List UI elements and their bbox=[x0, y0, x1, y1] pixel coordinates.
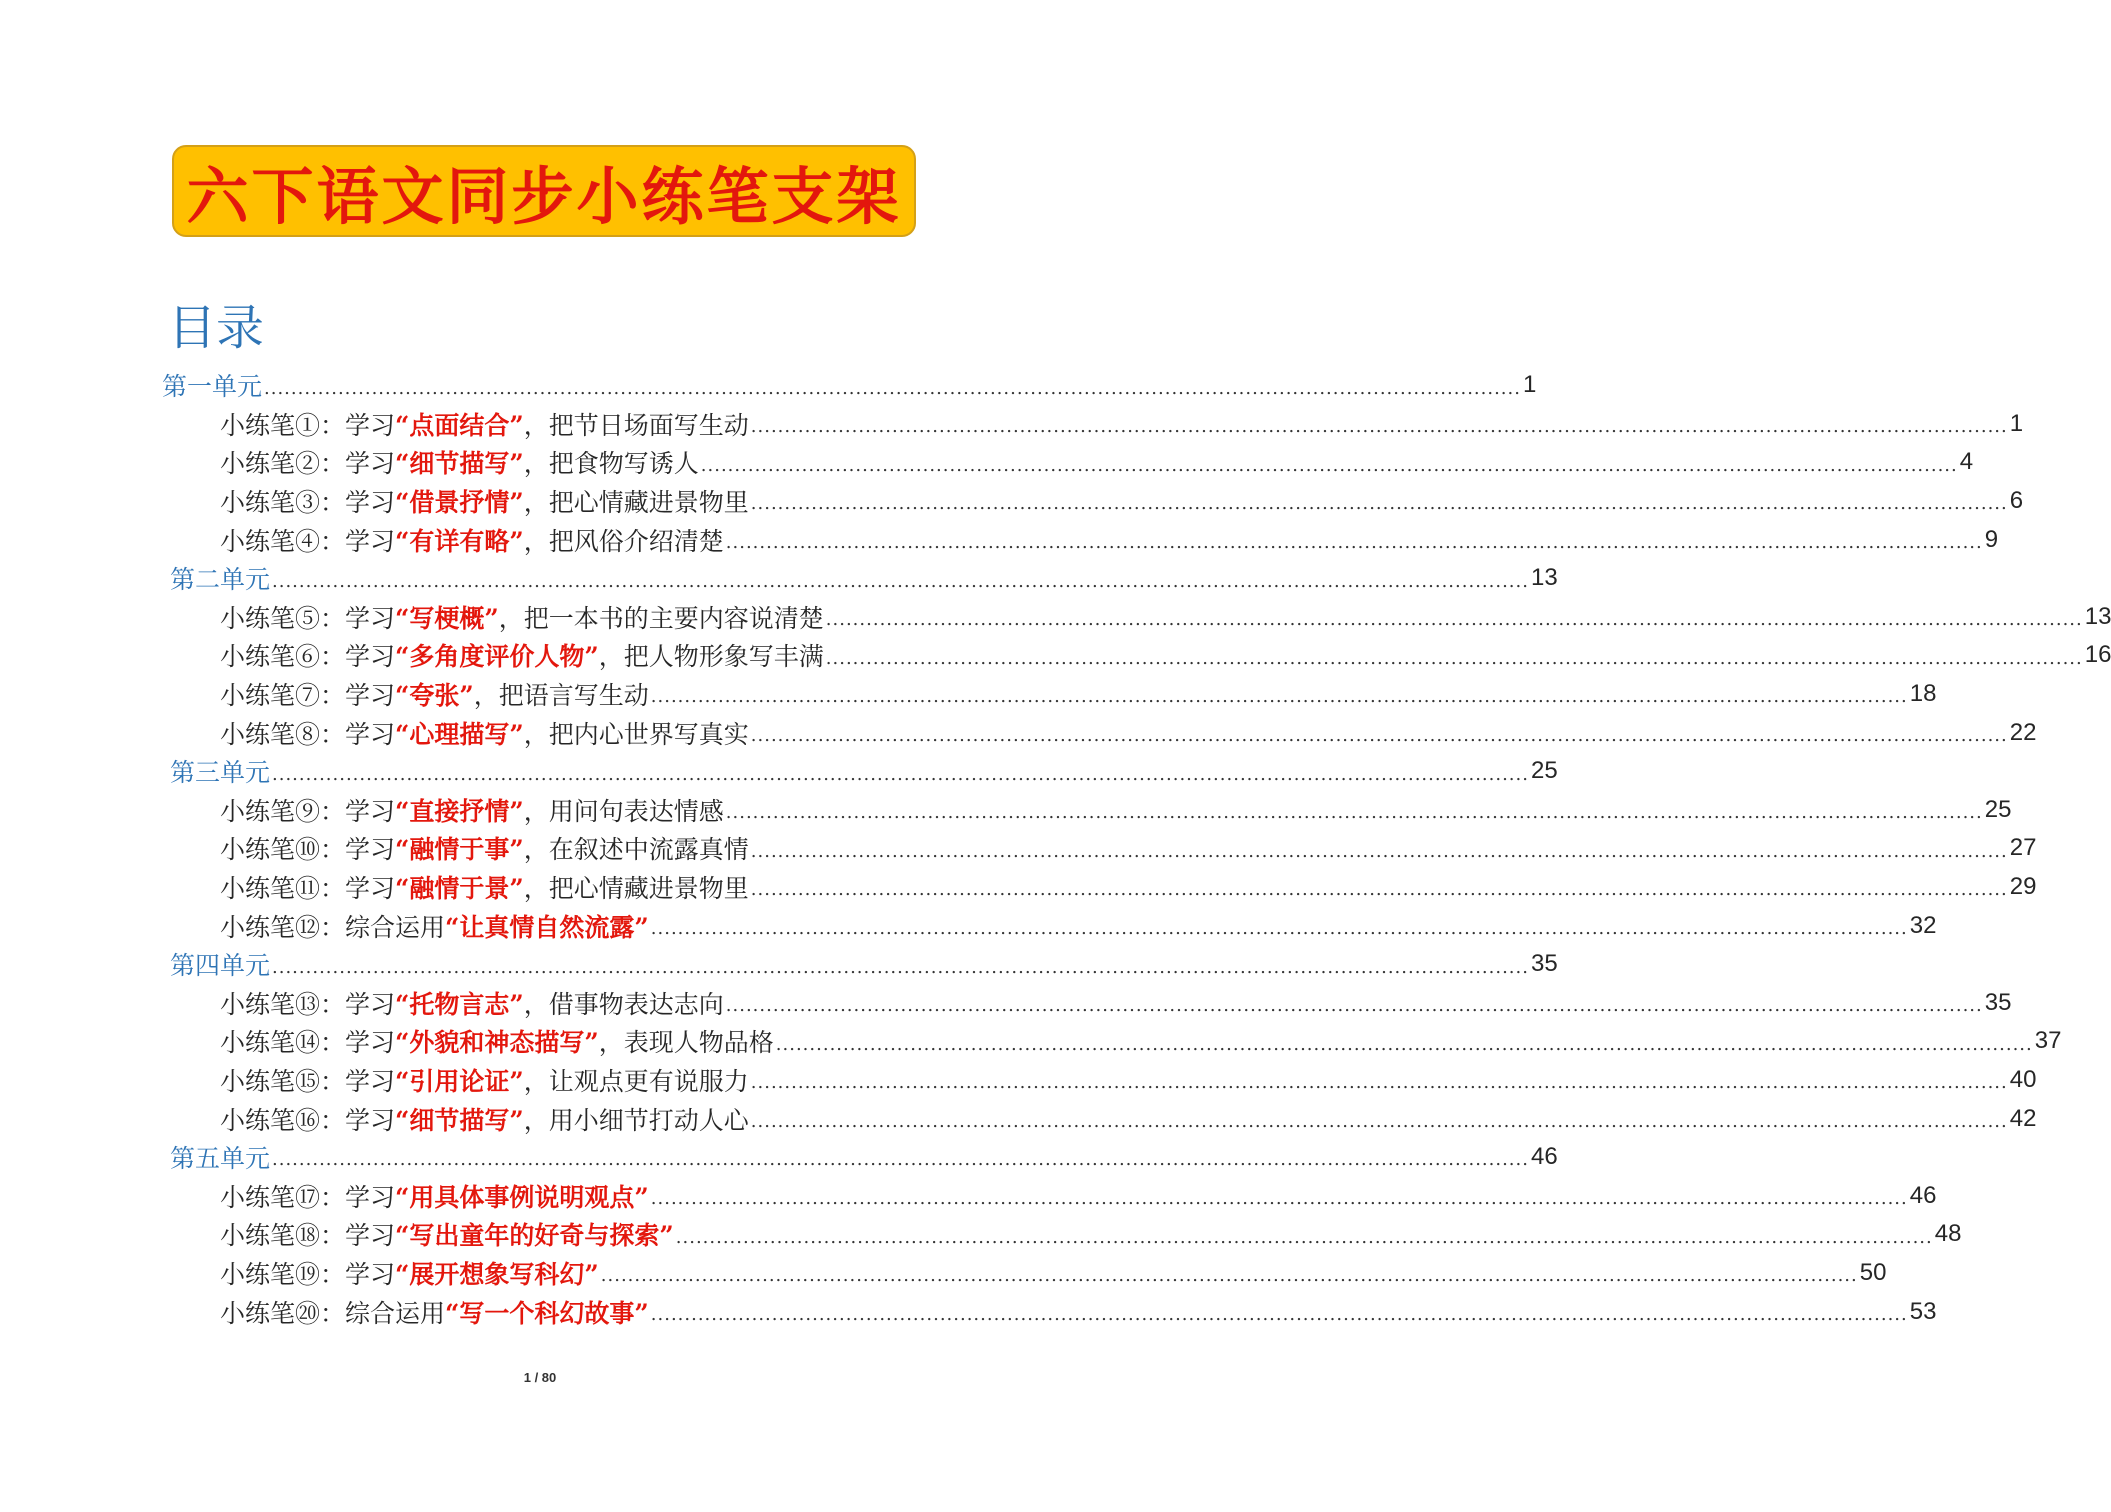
dot-leader: ........................................................................................................................................................................................... bbox=[650, 686, 1908, 708]
toc-unit-label: 第四单元 bbox=[170, 951, 271, 981]
toc-item-prefix: 小练笔④：学习 bbox=[220, 526, 396, 556]
toc-item-highlight: “点面结合” bbox=[395, 410, 524, 440]
toc-item-row[interactable] bbox=[0, 829, 2037, 868]
toc-page-number: 1 bbox=[1522, 371, 1537, 399]
toc-unit-label: 第二单元 bbox=[170, 565, 271, 595]
toc-page-number: 48 bbox=[1934, 1220, 1962, 1248]
dot-leader: ........................................................................................................................................................................................... bbox=[750, 416, 2008, 438]
toc-item-prefix: 小练笔⑲：学习 bbox=[220, 1259, 396, 1289]
toc-unit-label: 第五单元 bbox=[170, 1144, 271, 1174]
toc-item-prefix: 小练笔⑳：综合运用 bbox=[220, 1298, 446, 1328]
toc-item-suffix: ，借事物表达志向 bbox=[523, 989, 724, 1019]
toc-item-prefix: 小练笔⑮：学习 bbox=[220, 1066, 396, 1096]
toc-page-number: 50 bbox=[1859, 1258, 1887, 1286]
toc-page-number: 18 bbox=[1909, 680, 1937, 708]
toc-item-label bbox=[220, 1255, 599, 1291]
toc-item-highlight: “引用论证” bbox=[395, 1066, 524, 1096]
toc-item-prefix: 小练笔⑱：学习 bbox=[220, 1221, 396, 1251]
toc-page-number: 40 bbox=[2009, 1065, 2037, 1093]
toc-page-number: 46 bbox=[1530, 1143, 1558, 1171]
toc-item-label bbox=[220, 908, 649, 944]
toc-item-prefix: 小练笔⑩：学习 bbox=[220, 835, 396, 865]
toc-item-highlight: “多角度评价人物” bbox=[395, 642, 599, 672]
toc-item-label bbox=[220, 985, 724, 1021]
toc-page-number: 22 bbox=[2009, 718, 2037, 746]
toc-item-highlight: “写一个科幻故事” bbox=[445, 1298, 649, 1328]
toc-item-label bbox=[220, 637, 824, 673]
toc-item-highlight: “细节描写” bbox=[395, 449, 524, 479]
toc-item-highlight: “直接抒情” bbox=[395, 796, 524, 826]
title-banner bbox=[172, 145, 916, 237]
toc-page-number: 35 bbox=[1984, 988, 2012, 1016]
toc-item-label bbox=[220, 1294, 649, 1330]
toc-item-highlight: “夸张” bbox=[395, 681, 474, 711]
toc-item-highlight: “外貌和神态描写” bbox=[395, 1028, 599, 1058]
toc-item-prefix: 小练笔⑰：学习 bbox=[220, 1182, 396, 1212]
toc-item-highlight: “细节描写” bbox=[395, 1105, 524, 1135]
toc-item-label bbox=[220, 830, 749, 866]
toc-item-row[interactable] bbox=[0, 713, 2037, 752]
document-title: 六下语文同步小练笔支架 bbox=[186, 159, 902, 233]
toc-item-prefix: 小练笔②：学习 bbox=[220, 449, 396, 479]
toc-item-label bbox=[220, 444, 699, 480]
toc-unit-row[interactable] bbox=[0, 366, 1537, 405]
dot-leader: ........................................................................................................................................................................................... bbox=[272, 570, 1529, 592]
dot-leader: ........................................................................................................................................................................................... bbox=[775, 1033, 2033, 1055]
toc-page-number: 4 bbox=[1959, 448, 1974, 476]
toc-heading: 目录 bbox=[168, 300, 265, 356]
toc-item-suffix: ，表现人物品格 bbox=[598, 1028, 774, 1058]
toc-item-prefix: 小练笔⑧：学习 bbox=[220, 719, 396, 749]
toc-unit-label: 第一单元 bbox=[162, 372, 263, 402]
toc-page-number: 46 bbox=[1909, 1181, 1937, 1209]
dot-leader: ........................................................................................................................................................................................... bbox=[725, 995, 1983, 1017]
toc-page-number: 32 bbox=[1909, 911, 1937, 939]
toc-item-highlight: “让真情自然流露” bbox=[445, 912, 649, 942]
toc-item-label bbox=[220, 676, 649, 712]
toc-item-row[interactable] bbox=[0, 636, 2111, 675]
toc-page-number: 25 bbox=[1984, 795, 2012, 823]
dot-leader: ........................................................................................................................................................................................... bbox=[725, 802, 1983, 824]
toc-item-highlight: “借景抒情” bbox=[395, 488, 524, 518]
toc-item-label bbox=[220, 869, 749, 905]
toc-item-row[interactable] bbox=[0, 405, 2024, 444]
toc-item-prefix: 小练笔⑯：学习 bbox=[220, 1105, 396, 1135]
toc-item-suffix: ，在叙述中流露真情 bbox=[523, 835, 749, 865]
toc-item-prefix: 小练笔⑤：学习 bbox=[220, 603, 396, 633]
toc-item-row[interactable] bbox=[0, 1176, 1937, 1215]
toc-page-number: 9 bbox=[1984, 525, 1999, 553]
toc-page-number: 37 bbox=[2034, 1027, 2062, 1055]
toc-item-row[interactable] bbox=[0, 906, 1937, 945]
toc-item-row[interactable] bbox=[0, 482, 2024, 521]
toc-item-suffix: ，用小细节打动人心 bbox=[523, 1105, 749, 1135]
toc-item-prefix: 小练笔⑨：学习 bbox=[220, 796, 396, 826]
toc-item-prefix: 小练笔⑪：学习 bbox=[220, 874, 396, 904]
toc-unit-row[interactable] bbox=[0, 559, 1558, 598]
toc-item-prefix: 小练笔③：学习 bbox=[220, 488, 396, 518]
toc-item-suffix: ，把风俗介绍清楚 bbox=[523, 526, 724, 556]
toc-item-highlight: “展开想象写科幻” bbox=[395, 1259, 599, 1289]
dot-leader: ........................................................................................................................................................................................... bbox=[825, 647, 2083, 669]
toc-item-label bbox=[220, 483, 749, 519]
toc-item-row[interactable] bbox=[0, 1215, 1962, 1254]
toc-item-label bbox=[220, 1178, 649, 1214]
dot-leader: ........................................................................................................................................................................................... bbox=[675, 1226, 1933, 1248]
toc-item-highlight: “心理描写” bbox=[395, 719, 524, 749]
toc-page-number: 27 bbox=[2009, 834, 2037, 862]
toc-item-highlight: “写出童年的好奇与探索” bbox=[395, 1221, 674, 1251]
toc-item-row[interactable] bbox=[0, 1022, 2062, 1061]
dot-leader: ........................................................................................................................................................................................... bbox=[750, 724, 2008, 746]
toc-item-highlight: “有详有略” bbox=[395, 526, 524, 556]
toc-unit-row[interactable] bbox=[0, 1138, 1558, 1177]
toc-page-number: 29 bbox=[2009, 873, 2037, 901]
toc-item-row[interactable] bbox=[0, 1061, 2037, 1100]
dot-leader: ........................................................................................................................................................................................... bbox=[750, 1072, 2008, 1094]
toc-item-row[interactable] bbox=[0, 868, 2037, 907]
toc-item-label bbox=[220, 1023, 774, 1059]
toc-item-row[interactable] bbox=[0, 598, 2111, 637]
table-of-contents bbox=[0, 366, 2111, 1331]
toc-item-prefix: 小练笔⑫：综合运用 bbox=[220, 912, 446, 942]
toc-item-label bbox=[220, 1216, 674, 1252]
toc-page-number: 13 bbox=[1530, 564, 1558, 592]
toc-item-highlight: “融情于景” bbox=[395, 874, 524, 904]
dot-leader: ........................................................................................................................................................................................... bbox=[650, 917, 1908, 939]
toc-item-prefix: 小练笔⑥：学习 bbox=[220, 642, 396, 672]
toc-item-suffix: ，把心情藏进景物里 bbox=[523, 488, 749, 518]
toc-item-row[interactable] bbox=[0, 791, 2012, 830]
dot-leader: ........................................................................................................................................................................................... bbox=[600, 1265, 1858, 1287]
dot-leader: ........................................................................................................................................................................................... bbox=[725, 531, 1983, 553]
dot-leader: ........................................................................................................................................................................................... bbox=[750, 840, 2008, 862]
toc-page-number: 35 bbox=[1530, 950, 1558, 978]
toc-item-suffix: ，把内心世界写真实 bbox=[523, 719, 749, 749]
toc-item-suffix: ，把节日场面写生动 bbox=[523, 410, 749, 440]
toc-item-suffix: ，把人物形象写丰满 bbox=[598, 642, 824, 672]
toc-unit-row[interactable] bbox=[0, 752, 1558, 791]
toc-item-label bbox=[220, 406, 749, 442]
dot-leader: ........................................................................................................................................................................................... bbox=[650, 1303, 1908, 1325]
toc-item-row[interactable] bbox=[0, 1099, 2037, 1138]
toc-item-label bbox=[220, 792, 724, 828]
toc-page-number: 42 bbox=[2009, 1104, 2037, 1132]
toc-item-suffix: ，把心情藏进景物里 bbox=[523, 874, 749, 904]
toc-item-suffix: ，把食物写诱人 bbox=[523, 449, 699, 479]
toc-item-row[interactable] bbox=[0, 520, 1999, 559]
toc-item-row[interactable] bbox=[0, 443, 1974, 482]
dot-leader: ........................................................................................................................................................................................... bbox=[750, 493, 2008, 515]
toc-unit-row[interactable] bbox=[0, 945, 1558, 984]
toc-item-prefix: 小练笔⑦：学习 bbox=[220, 681, 396, 711]
dot-leader: ........................................................................................................................................................................................... bbox=[272, 1149, 1529, 1171]
dot-leader: ........................................................................................................................................................................................... bbox=[272, 956, 1529, 978]
toc-item-row[interactable] bbox=[0, 675, 1937, 714]
toc-item-highlight: “写梗概” bbox=[395, 603, 499, 633]
toc-item-highlight: “融情于事” bbox=[395, 835, 524, 865]
toc-item-label bbox=[220, 715, 749, 751]
toc-item-suffix: ，让观点更有说服力 bbox=[523, 1066, 749, 1096]
toc-item-suffix: ，把语言写生动 bbox=[473, 681, 649, 711]
toc-item-label bbox=[220, 1062, 749, 1098]
toc-item-highlight: “用具体事例说明观点” bbox=[395, 1182, 649, 1212]
toc-item-label bbox=[220, 522, 724, 558]
toc-item-row[interactable] bbox=[0, 1292, 1937, 1331]
toc-item-label bbox=[220, 1101, 749, 1137]
dot-leader: ........................................................................................................................................................................................... bbox=[750, 1110, 2008, 1132]
page-number: 1 / 80 bbox=[523, 1370, 557, 1385]
toc-item-row[interactable] bbox=[0, 984, 2012, 1023]
toc-page-number: 6 bbox=[2009, 487, 2024, 515]
toc-item-suffix: ，用问句表达情感 bbox=[523, 796, 724, 826]
dot-leader: ........................................................................................................................................................................................... bbox=[264, 377, 1521, 399]
toc-page-number: 13 bbox=[2084, 602, 2111, 630]
toc-page-number: 16 bbox=[2084, 641, 2111, 669]
dot-leader: ........................................................................................................................................................................................... bbox=[750, 879, 2008, 901]
toc-page-number: 53 bbox=[1909, 1297, 1937, 1325]
toc-item-prefix: 小练笔①：学习 bbox=[220, 410, 396, 440]
toc-page-number: 1 bbox=[2009, 409, 2024, 437]
dot-leader: ........................................................................................................................................................................................... bbox=[272, 763, 1529, 785]
dot-leader: ........................................................................................................................................................................................... bbox=[825, 609, 2083, 631]
toc-item-suffix: ，把一本书的主要内容说清楚 bbox=[498, 603, 824, 633]
toc-page-number: 25 bbox=[1530, 757, 1558, 785]
toc-item-label bbox=[220, 599, 824, 635]
dot-leader: ........................................................................................................................................................................................... bbox=[700, 454, 1958, 476]
toc-item-prefix: 小练笔⑬：学习 bbox=[220, 989, 396, 1019]
toc-item-highlight: “托物言志” bbox=[395, 989, 524, 1019]
dot-leader: ........................................................................................................................................................................................... bbox=[650, 1188, 1908, 1210]
toc-item-row[interactable] bbox=[0, 1254, 1887, 1293]
toc-unit-label: 第三单元 bbox=[170, 758, 271, 788]
toc-item-prefix: 小练笔⑭：学习 bbox=[220, 1028, 396, 1058]
